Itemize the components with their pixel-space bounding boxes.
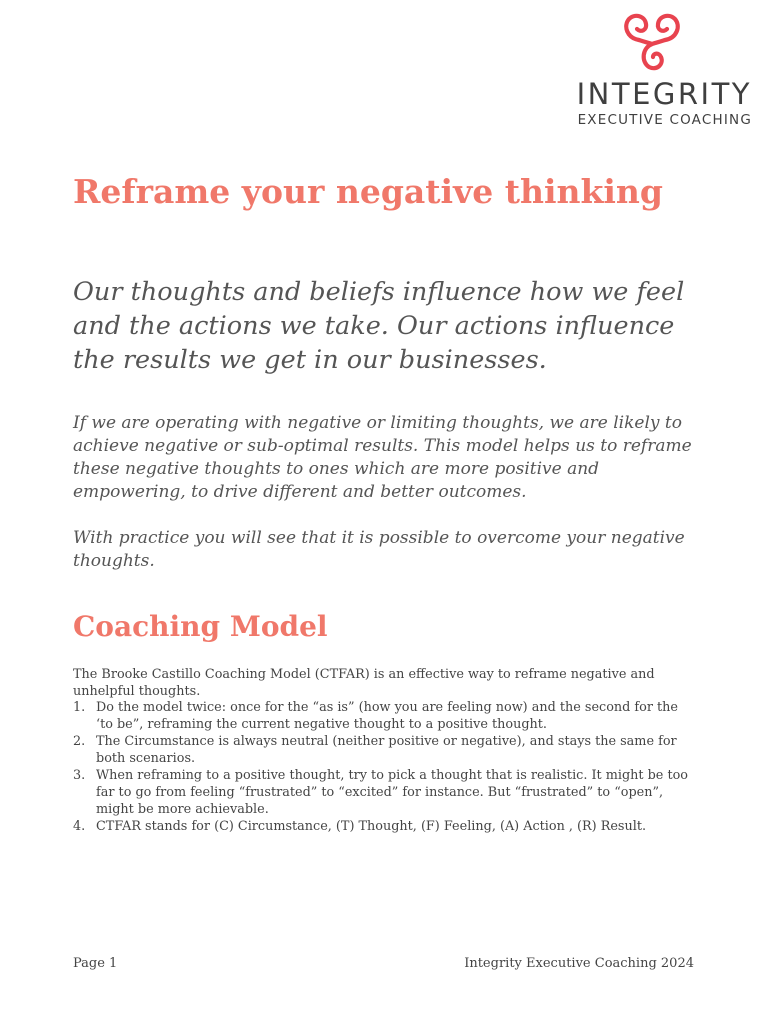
page-title: Reframe your negative thinking: [73, 172, 663, 211]
coaching-steps-list: [73, 699, 693, 835]
logo-tagline: EXECUTIVE COACHING: [577, 112, 752, 128]
company-logo: [552, 10, 752, 130]
triple-swirl-logo-icon: [619, 10, 685, 72]
list-item-number: 4.: [73, 819, 86, 834]
section-intro: The Brooke Castillo Coaching Model (CTFAR) is an effective way to reframe negative and unhelpful thoughts.: [73, 667, 655, 699]
list-item-text: CTFAR stands for (C) Circumstance, (T) Thought, (F) Feeling, (A) Action , (R) Result.: [96, 819, 647, 834]
list-item: [73, 818, 693, 835]
list-item: [73, 699, 693, 733]
list-item: [73, 733, 693, 767]
section-heading: Coaching Model: [73, 610, 328, 643]
list-item-text: When reframing to a positive thought, try to pick a thought that is realistic. It might be too far to go from feeling “frustrated” to “excited” for instance. But “frustrated” to “open”, might be more achievable.: [96, 768, 688, 817]
list-item-number: 1.: [73, 700, 86, 715]
list-item-text: The Circumstance is always neutral (neither positive or negative), and stays the same for both scenarios.: [96, 734, 677, 766]
logo-wordmark: INTEGRITY: [576, 77, 752, 111]
list-item-number: 3.: [73, 768, 86, 783]
body-paragraph-2: With practice you will see that it is possible to overcome your negative thoughts.: [73, 528, 685, 571]
lead-paragraph: Our thoughts and beliefs influence how we feel and the actions we take. Our actions influence the results we get in our businesses.: [73, 277, 685, 375]
list-item: [73, 767, 693, 818]
footer-copyright: Integrity Executive Coaching 2024: [464, 956, 694, 971]
list-item-text: Do the model twice: once for the “as is” (how you are feeling now) and the second for the ‘to be”, reframing the current negative thought to a positive thought.: [96, 700, 678, 732]
list-item-number: 2.: [73, 734, 86, 749]
footer-page-number: Page 1: [73, 956, 118, 971]
body-paragraph-1: If we are operating with negative or limiting thoughts, we are likely to achieve negative or sub-optimal results. This model helps us to reframe these negative thoughts to ones which are more positive and empowering, to drive different and better outcomes.: [73, 413, 692, 502]
